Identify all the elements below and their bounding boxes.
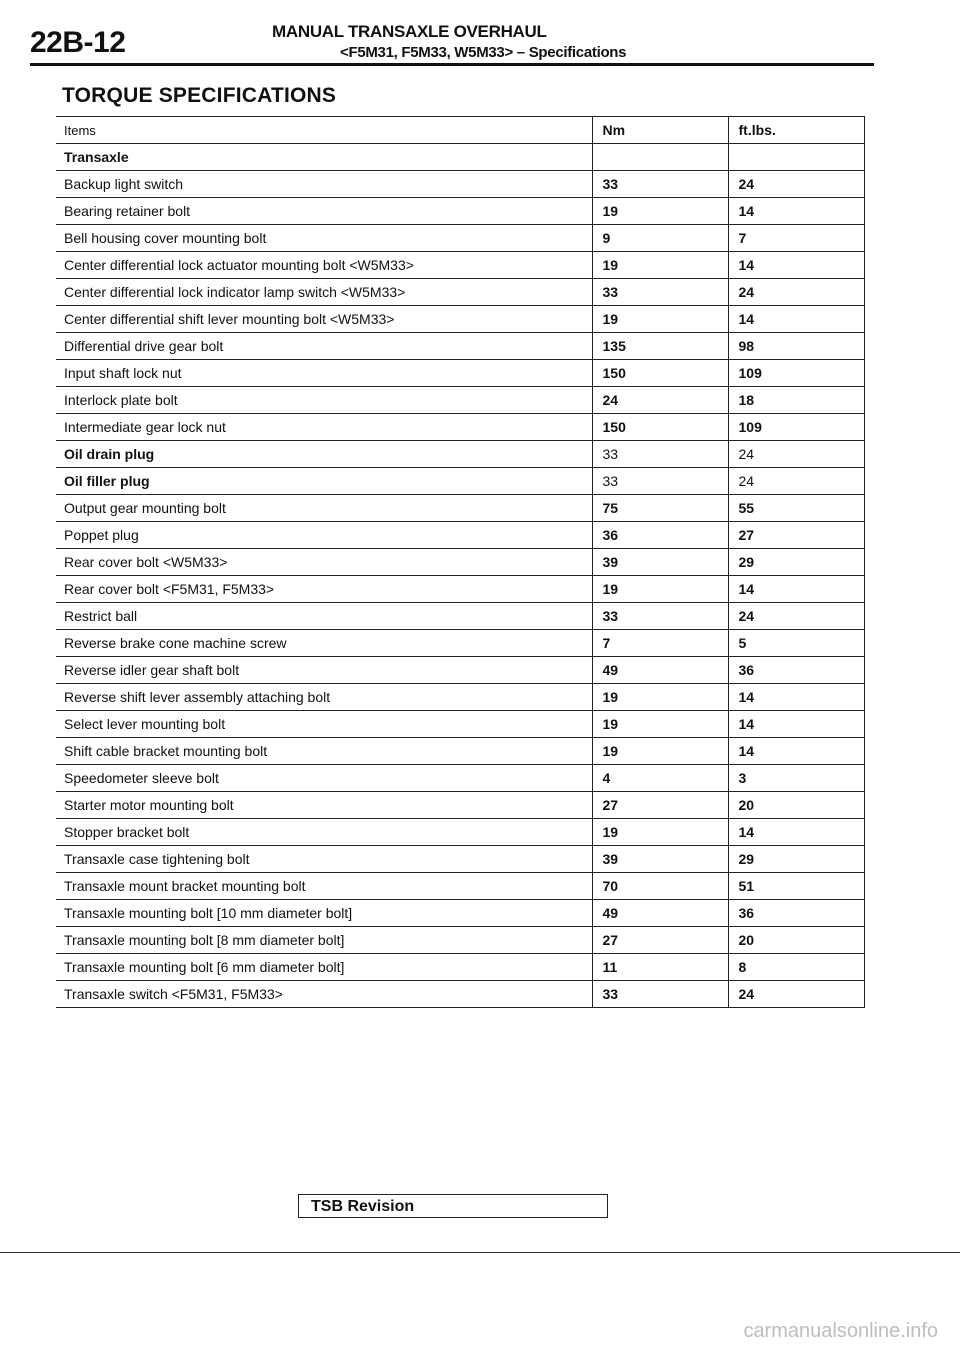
torque-ftlbs-cell: 20 [728, 792, 864, 819]
torque-nm-cell: 39 [592, 846, 728, 873]
torque-ftlbs-cell: 14 [728, 819, 864, 846]
torque-nm-cell: 33 [592, 279, 728, 306]
item-name-cell: Interlock plate bolt [56, 387, 592, 414]
item-name-cell: Shift cable bracket mounting bolt [56, 738, 592, 765]
tsb-revision-box: TSB Revision [298, 1194, 608, 1218]
torque-ftlbs-cell: 98 [728, 333, 864, 360]
torque-ftlbs-cell: 24 [728, 171, 864, 198]
item-name-cell: Bell housing cover mounting bolt [56, 225, 592, 252]
item-name-cell: Reverse idler gear shaft bolt [56, 657, 592, 684]
torque-ftlbs-cell: 14 [728, 198, 864, 225]
torque-ftlbs-cell: 51 [728, 873, 864, 900]
torque-nm-cell: 24 [592, 387, 728, 414]
page-number: 22B-12 [30, 26, 126, 59]
torque-nm-cell: 33 [592, 441, 728, 468]
item-name-cell: Oil drain plug [56, 441, 592, 468]
torque-ftlbs-cell: 24 [728, 279, 864, 306]
torque-nm-cell: 36 [592, 522, 728, 549]
torque-nm-cell: 33 [592, 171, 728, 198]
item-name-cell: Center differential lock actuator mounting bolt <W5M33> [56, 252, 592, 279]
item-name-cell: Reverse brake cone machine screw [56, 630, 592, 657]
group-nm-cell [592, 144, 728, 171]
table-row [56, 495, 864, 522]
torque-nm-cell: 75 [592, 495, 728, 522]
torque-ftlbs-cell: 7 [728, 225, 864, 252]
torque-ftlbs-cell: 24 [728, 441, 864, 468]
torque-nm-cell: 49 [592, 900, 728, 927]
table-row [56, 252, 864, 279]
item-name-cell: Transaxle mount bracket mounting bolt [56, 873, 592, 900]
torque-ftlbs-cell: 29 [728, 549, 864, 576]
torque-nm-cell: 49 [592, 657, 728, 684]
table-row [56, 981, 864, 1008]
watermark-text: carmanualsonline.info [743, 1320, 938, 1342]
item-name-cell: Transaxle mounting bolt [8 mm diameter bolt] [56, 927, 592, 954]
table-row [56, 792, 864, 819]
item-name-cell: Rear cover bolt <F5M31, F5M33> [56, 576, 592, 603]
torque-ftlbs-cell: 24 [728, 603, 864, 630]
table-group-row [56, 144, 864, 171]
column-header-ftlbs: ft.lbs. [728, 117, 864, 144]
item-name-cell: Select lever mounting bolt [56, 711, 592, 738]
group-label: Transaxle [56, 144, 592, 171]
item-name-cell: Center differential lock indicator lamp switch <W5M33> [56, 279, 592, 306]
torque-nm-cell: 9 [592, 225, 728, 252]
table-row [56, 954, 864, 981]
item-name-cell: Transaxle mounting bolt [6 mm diameter bolt] [56, 954, 592, 981]
table-row [56, 549, 864, 576]
table-header-row [56, 117, 864, 144]
torque-ftlbs-cell: 14 [728, 576, 864, 603]
table-row [56, 846, 864, 873]
table-row [56, 360, 864, 387]
item-name-cell: Speedometer sleeve bolt [56, 765, 592, 792]
torque-ftlbs-cell: 18 [728, 387, 864, 414]
column-header-nm: Nm [592, 117, 728, 144]
table-row [56, 441, 864, 468]
item-name-cell: Rear cover bolt <W5M33> [56, 549, 592, 576]
table-row [56, 630, 864, 657]
table-row [56, 657, 864, 684]
torque-nm-cell: 19 [592, 684, 728, 711]
footer-rule [0, 1252, 960, 1253]
torque-ftlbs-cell: 5 [728, 630, 864, 657]
item-name-cell: Reverse shift lever assembly attaching bolt [56, 684, 592, 711]
torque-nm-cell: 70 [592, 873, 728, 900]
torque-nm-cell: 33 [592, 603, 728, 630]
section-title: TORQUE SPECIFICATIONS [62, 84, 337, 107]
item-name-cell: Output gear mounting bolt [56, 495, 592, 522]
torque-ftlbs-cell: 29 [728, 846, 864, 873]
column-header-items: Items [56, 117, 592, 144]
table-row [56, 711, 864, 738]
header-rule [30, 63, 874, 66]
table-row [56, 279, 864, 306]
torque-nm-cell: 4 [592, 765, 728, 792]
table-row [56, 522, 864, 549]
table-row [56, 684, 864, 711]
torque-nm-cell: 27 [592, 927, 728, 954]
torque-ftlbs-cell: 14 [728, 252, 864, 279]
torque-ftlbs-cell: 14 [728, 738, 864, 765]
item-name-cell: Oil filler plug [56, 468, 592, 495]
table-row [56, 387, 864, 414]
torque-nm-cell: 19 [592, 738, 728, 765]
table-row [56, 738, 864, 765]
item-name-cell: Restrict ball [56, 603, 592, 630]
torque-ftlbs-cell: 8 [728, 954, 864, 981]
table-row [56, 873, 864, 900]
item-name-cell: Backup light switch [56, 171, 592, 198]
header-subtitle: <F5M31, F5M33, W5M33> – Specifications [340, 44, 627, 61]
torque-nm-cell: 19 [592, 711, 728, 738]
torque-ftlbs-cell: 14 [728, 684, 864, 711]
item-name-cell: Center differential shift lever mounting bolt <W5M33> [56, 306, 592, 333]
torque-nm-cell: 33 [592, 981, 728, 1008]
table-row [56, 333, 864, 360]
item-name-cell: Intermediate gear lock nut [56, 414, 592, 441]
table-row [56, 819, 864, 846]
torque-ftlbs-cell: 36 [728, 657, 864, 684]
item-name-cell: Stopper bracket bolt [56, 819, 592, 846]
header-title: MANUAL TRANSAXLE OVERHAUL [272, 22, 547, 41]
torque-nm-cell: 27 [592, 792, 728, 819]
torque-ftlbs-cell: 24 [728, 981, 864, 1008]
table-row [56, 171, 864, 198]
table-row [56, 225, 864, 252]
table-row [56, 468, 864, 495]
table-row [56, 198, 864, 225]
torque-ftlbs-cell: 109 [728, 360, 864, 387]
torque-ftlbs-cell: 36 [728, 900, 864, 927]
torque-ftlbs-cell: 14 [728, 711, 864, 738]
torque-ftlbs-cell: 14 [728, 306, 864, 333]
item-name-cell: Transaxle mounting bolt [10 mm diameter bolt] [56, 900, 592, 927]
torque-nm-cell: 19 [592, 306, 728, 333]
item-name-cell: Transaxle case tightening bolt [56, 846, 592, 873]
table-row [56, 900, 864, 927]
torque-nm-cell: 33 [592, 468, 728, 495]
item-name-cell: Input shaft lock nut [56, 360, 592, 387]
torque-ftlbs-cell: 24 [728, 468, 864, 495]
torque-ftlbs-cell: 20 [728, 927, 864, 954]
torque-spec-table [56, 116, 865, 1008]
table-row [56, 576, 864, 603]
item-name-cell: Starter motor mounting bolt [56, 792, 592, 819]
table-row [56, 306, 864, 333]
item-name-cell: Bearing retainer bolt [56, 198, 592, 225]
torque-nm-cell: 19 [592, 198, 728, 225]
table-row [56, 603, 864, 630]
torque-nm-cell: 39 [592, 549, 728, 576]
torque-nm-cell: 19 [592, 252, 728, 279]
torque-ftlbs-cell: 3 [728, 765, 864, 792]
torque-ftlbs-cell: 27 [728, 522, 864, 549]
torque-nm-cell: 150 [592, 414, 728, 441]
torque-nm-cell: 7 [592, 630, 728, 657]
item-name-cell: Poppet plug [56, 522, 592, 549]
torque-nm-cell: 19 [592, 819, 728, 846]
torque-nm-cell: 19 [592, 576, 728, 603]
group-ft-cell [728, 144, 864, 171]
table-row [56, 927, 864, 954]
torque-nm-cell: 135 [592, 333, 728, 360]
item-name-cell: Transaxle switch <F5M31, F5M33> [56, 981, 592, 1008]
torque-ftlbs-cell: 109 [728, 414, 864, 441]
torque-ftlbs-cell: 55 [728, 495, 864, 522]
table-row [56, 765, 864, 792]
torque-nm-cell: 11 [592, 954, 728, 981]
torque-nm-cell: 150 [592, 360, 728, 387]
table-row [56, 414, 864, 441]
item-name-cell: Differential drive gear bolt [56, 333, 592, 360]
